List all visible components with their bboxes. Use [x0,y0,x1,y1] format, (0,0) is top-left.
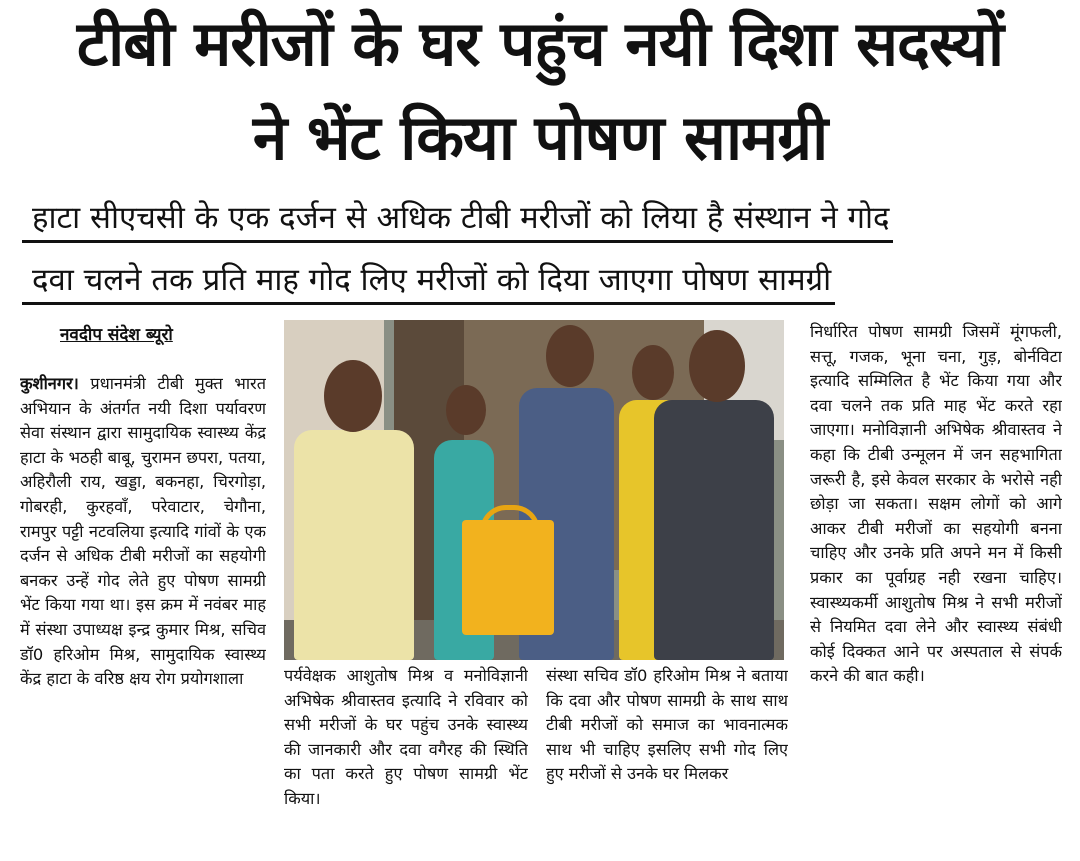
photo-head-2 [446,385,486,435]
article-column-1 [20,372,266,852]
article-column-2: पर्यवेक्षक आशुतोष मिश्र व मनोविज्ञानी अभिषेक श्रीवास्तव इत्यादि ने रविवार को सभी मरीजों के घर पहुंच उनके स्वास्थ्य की जानकारी और दवा वगैरह की स्थिति का पता करते हुए पोषण सामग्री भेंट किया। [284,666,528,808]
article-column-1-text: प्रधानमंत्री टीबी मुक्त भारत अभियान के अंतर्गत नयी दिशा पर्यावरण सेवा संस्थान द्वारा सामुदायिक स्वास्थ्य केंद्र हाटा के भठही बाबू, चुरामन छपरा, पतया, अहिरौली राय, खड्डा, बकनहा, चिरगोड़ा, गोबरही, कुरहवाँ, परेवाटार, चेगौना, रामपुर पट्टी नटवलिया इत्यादि गांवों के एक दर्जन से अधिक टीबी मरीजों का सहयोगी बनकर उन्हें गोद लेते हुए पोषण सामग्री भेंट किया गया था। इस क्रम में नवंबर माह में संस्था उपाध्यक्ष इन्द्र कुमार मिश्र, सचिव डॉ0 हरिओम मिश्र, सामुदायिक स्वास्थ्य केंद्र हाटा के वरिष्ठ क्षय रोग प्रयोगशाला [20,374,266,689]
photo-person-5 [654,400,774,660]
photo-head-4 [632,345,674,400]
dateline: कुशीनगर। [20,374,79,393]
article-column-3: संस्था सचिव डॉ0 हरिओम मिश्र ने बताया कि दवा और पोषण सामग्री के साथ साथ टीबी मरीजों को समाज का भावनात्मक साथ भी चाहिए इसलिए सभी गोद लिए हुए मरीजों से उनके घर मिलकर [546,666,788,784]
photo-head-3 [546,325,594,387]
subheading-2: दवा चलने तक प्रति माह गोद लिए मरीजों को दिया जाएगा पोषण सामग्री [22,258,835,305]
headline-line-1: टीबी मरीजों के घर पहुंच नयी दिशा सदस्यों [76,7,1004,80]
headline-line-2: ने भेंट किया पोषण सामग्री [252,101,828,174]
byline: नवदीप संदेश ब्यूरो [60,325,173,345]
subheading-1: हाटा सीएचसी के एक दर्जन से अधिक टीबी मरीजों को लिया है संस्थान ने गोद [22,196,893,243]
photo-person-1 [294,430,414,660]
photo-head-5 [689,330,745,402]
photo-nutrition-bag [462,520,554,635]
article-column-4: निर्धारित पोषण सामग्री जिसमें मूंगफली, सत्तू, गजक, भूना चना, गुड़, बोर्नविटा इत्यादि सम्मिलित है भेंट किया गया और दवा चलने तक प्रति माह भेंट करते रहा जाएगा। मनोविज्ञानी अभिषेक श्रीवास्तव ने कहा कि टीबी उन्मूलन में जन सहभागिता जरूरी है, इसे केवल सरकार के भरोसे नही छोड़ा जा सकता। सक्षम लोगों को आगे आकर टीबी मरीजों का सहयोगी बनना चाहिए और उनके प्रति अपने मन में किसी प्रकार का पूर्वाग्रह नही रखना चाहिए। स्वास्थ्यकर्मी आशुतोष मिश्र ने सभी मरीजों से नियमित दवा लेने और स्वास्थ्य संबंधी कोई दिक्कत आने पर अस्पताल से संपर्क करने की बात कही। [810,322,1062,686]
news-photo [284,320,784,660]
photo-head-1 [324,360,382,432]
